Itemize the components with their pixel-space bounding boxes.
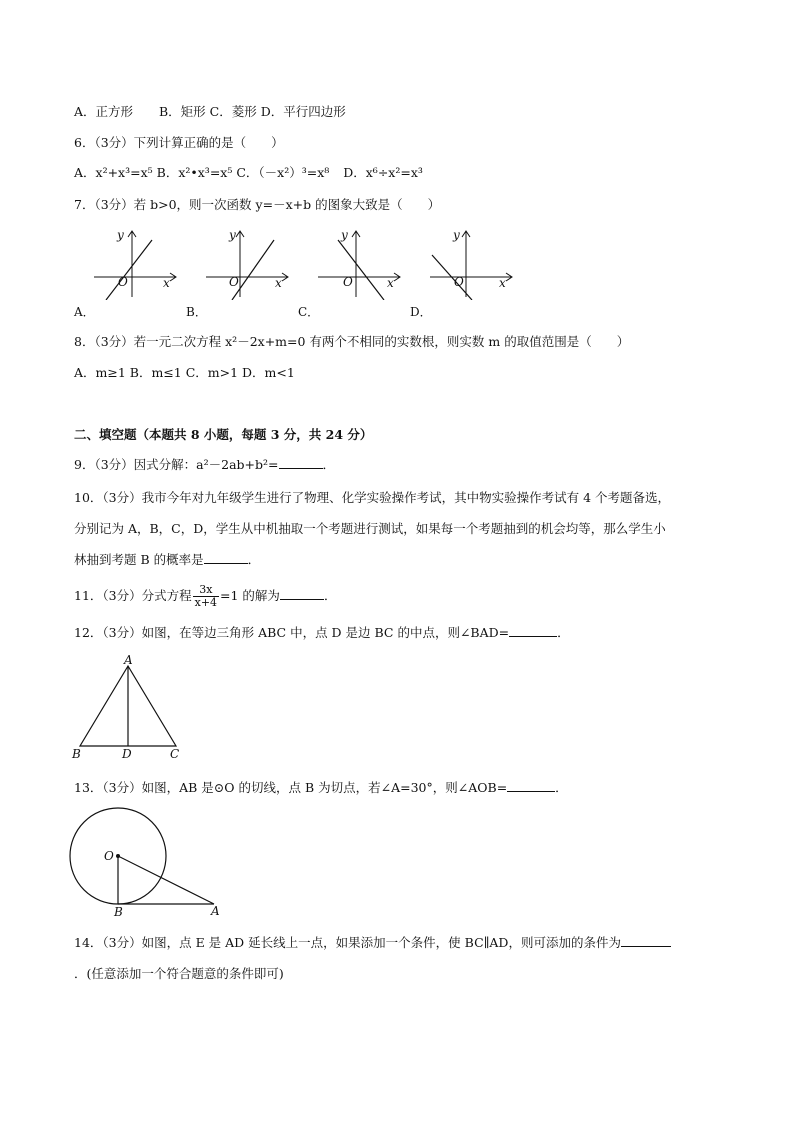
q6-option-d: D．x⁶÷x²=x³ <box>343 165 423 180</box>
q7-a-origin-label: O <box>118 275 128 289</box>
q5-option-d: D．平行四边形 <box>260 104 346 119</box>
q12-answer-blank[interactable] <box>509 624 557 637</box>
q7-label-b: B． <box>186 305 207 319</box>
q11-stem: 11．（3分）分式方程 <box>74 588 192 603</box>
q6-option-b: B．x²•x³=x⁵ <box>156 165 233 180</box>
q7-graph-d <box>426 225 521 300</box>
q6-option-a: A．x²+x³=x⁵ <box>74 165 153 180</box>
q11-answer-blank[interactable] <box>280 587 324 600</box>
q9-end: ． <box>322 457 336 472</box>
q11-numerator: 3x <box>193 584 219 597</box>
q13-label-a: A <box>211 904 220 918</box>
q10-answer-blank[interactable] <box>204 551 248 564</box>
q5-options <box>74 103 346 121</box>
q10-line-1: 10．（3分）我市今年对九年级学生进行了物理、化学实验操作考试，其中物实验操作考试有 4 个考题备选， <box>74 490 671 505</box>
q5-option-b: B．矩形 <box>159 104 206 119</box>
q7-graph-c <box>314 225 409 300</box>
q10-line-2: 分别记为 A，B，C，D，学生从中机抽取一个考题进行测试，如果每一个考题抽到的机会均等，那么学生小 <box>74 521 666 536</box>
q12-end: ． <box>557 625 570 640</box>
q9-stem: 9．（3分）因式分解：a²－2ab+b²= <box>74 457 279 472</box>
q12-label-a: A <box>124 653 133 667</box>
q12-label-b: B <box>72 747 81 761</box>
q13-stem: 13．（3分）如图，AB 是⊙O 的切线，点 B 为切点，若∠A=30°，则∠AOB= <box>74 780 508 795</box>
q9-answer-blank[interactable] <box>279 456 323 469</box>
q7-d-y-label: y <box>453 228 460 242</box>
q13-answer-blank[interactable] <box>507 779 555 792</box>
q14-answer-blank[interactable] <box>621 934 671 947</box>
q13-label-b: B <box>114 905 123 919</box>
q7-c-x-label: x <box>387 276 394 290</box>
q5-option-c: C．菱形 <box>209 104 257 119</box>
q5-option-a: A．正方形 <box>74 104 134 119</box>
q8-stem: 8．（3分）若一元二次方程 x²－2x+m=0 有两个不相同的实数根，则实数 m 的取值范围是（ ） <box>74 334 630 349</box>
q7-a-x-label: x <box>163 276 170 290</box>
q8-options: A．m≥1 B．m≤1 C．m>1 D．m<1 <box>74 365 295 380</box>
q13-label-o: O <box>104 849 114 863</box>
q6-stem: 6．（3分）下列计算正确的是（ ） <box>74 135 284 150</box>
q12 <box>74 624 570 642</box>
q7-label-c: C． <box>298 305 320 319</box>
q14-stem: 14．（3分）如图，点 E 是 AD 延长线上一点，如果添加一个条件，使 BC∥AD，则可添加的条件为 <box>74 935 621 950</box>
q7-b-origin-label: O <box>229 275 239 289</box>
q10-end: ． <box>247 552 261 567</box>
q13-end: ． <box>555 780 568 795</box>
q12-stem: 12．（3分）如图，在等边三角形 ABC 中，点 D 是边 BC 的中点，则∠BAD= <box>74 625 510 640</box>
q7-d-origin-label: O <box>454 275 464 289</box>
q7-graph-b <box>202 225 297 300</box>
q11-fraction <box>193 584 219 609</box>
q7-c-y-label: y <box>341 228 348 242</box>
q7-d-x-label: x <box>499 276 506 290</box>
q7-a-y-label: y <box>117 228 124 242</box>
q11-denominator: x+4 <box>194 596 218 609</box>
q9 <box>74 456 335 474</box>
q11 <box>74 583 336 609</box>
q7-label-d: D． <box>410 305 432 319</box>
q13-circle-figure <box>66 806 236 918</box>
q6-option-c: C．（－x²）³=x⁸ <box>236 165 330 180</box>
function-line <box>338 240 384 300</box>
function-line <box>106 240 152 300</box>
q14-line-1 <box>74 934 671 952</box>
q7-label-a: A． <box>74 305 95 319</box>
q14-line-2: ．(任意添加一个符合题意的条件即可) <box>74 966 284 981</box>
q7-graph-a <box>90 225 185 300</box>
q11-end: ． <box>323 588 337 603</box>
q7-c-origin-label: O <box>343 275 353 289</box>
q12-label-d: D <box>122 747 132 761</box>
section-title: 二、填空题（本题共 8 小题，每题 3 分，共 24 分） <box>74 427 373 442</box>
q10-stem-end: 林抽到考题 B 的概率是 <box>74 552 204 567</box>
q13 <box>74 779 568 797</box>
q7-b-x-label: x <box>275 276 282 290</box>
function-line <box>232 240 274 300</box>
q7-stem: 7．（3分）若 b>0，则一次函数 y=－x+b 的图象大致是（ ） <box>74 197 441 212</box>
q11-after: =1 的解为 <box>220 588 280 603</box>
q12-label-c: C <box>170 747 180 761</box>
q7-b-y-label: y <box>229 228 236 242</box>
q10-line-3 <box>74 551 260 569</box>
q6-options <box>74 164 423 182</box>
